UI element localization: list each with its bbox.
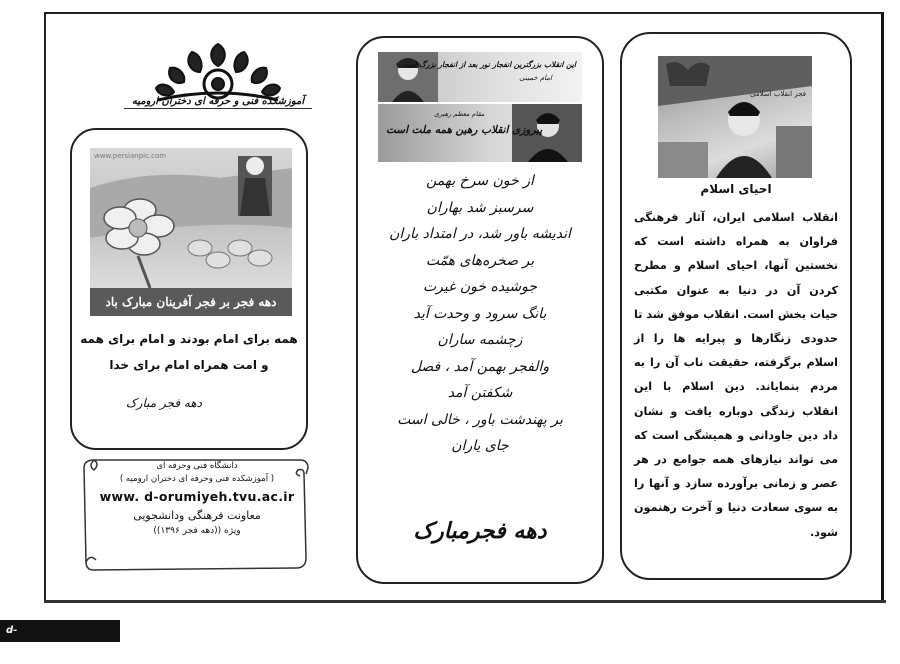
portrait-icon <box>658 56 812 178</box>
section-body: انقلاب اسلامی ایران، آثار فرهنگی فراوان به همراه داشته است که نخستین آنها، احیای اسلام و مطرح کردن آن در دنیا به عنوان مکتبی حیات بخش است. انقلاب موفق شد تا حدودی زنگارها و پیرایه ها را از اسلام برگرفته، حقیقت ناب آن را به مردم بنمایاند. دین اسلام با این انقلاب زندگی دوباره یافت و نشان داد دین جاودانی و همیشگی است که می تواند نیازهای همه جوامع در هر عصر و زمانی برآورده سازد و آنها را به سوی سعادت دنیا و آخرت رهنمون شود. <box>634 211 838 539</box>
leader-quote-banner <box>378 104 582 162</box>
poem-title: دهه فجرمبارک <box>413 518 547 544</box>
right-card <box>620 32 852 580</box>
contact-scroll <box>80 454 310 572</box>
poem-line: سرسبز شد بهاران <box>426 199 534 216</box>
poem-line: بانگ سرود و وحدت آید <box>413 305 547 322</box>
banner2-attribution: مقام معظم رهبری <box>434 110 485 118</box>
middle-card <box>356 36 604 584</box>
college-name: ( آموزشکده فنی وحرفه ای دختران ارومیه ) <box>119 474 275 484</box>
banner1-attribution: امام خمینی <box>519 74 552 82</box>
flower-illustration-icon <box>90 148 292 288</box>
poem-line: بر پهندشت باور ، خالی است <box>397 411 563 428</box>
caption-line-1: همه برای امام بودند و امام برای همه <box>80 332 298 346</box>
poem-line: والفجر بهمن آمد ، فصل <box>410 358 550 375</box>
scroll-text <box>98 460 296 538</box>
poem-line: اندیشه باور شد، در امتداد باران <box>389 226 571 242</box>
edition-note: ویژه ((دهه فجر ۱۳۹۶)) <box>153 526 241 536</box>
university-name: دانشگاه فنی وحرفه ای <box>156 461 238 471</box>
handwritten-signature: دهه فجر مبارک <box>125 396 202 410</box>
banner1-quote: این انقلاب بزرگترین انفجار نور بعد از انفجار بزرگ است <box>400 60 576 69</box>
poem-line: شکفتن آمد <box>447 385 513 401</box>
banner2-quote: پیروزی انقلاب رهین همه ملت است <box>386 124 543 136</box>
imam-flower-photo <box>90 148 292 316</box>
poem <box>364 168 596 460</box>
logo-caption: آموزشکده فنی و حرفه ای دختران ارومیه <box>118 96 318 107</box>
poem-line: جوشیده خون غیرت <box>422 279 538 295</box>
photo-caption: فجر انقلاب اسلامی <box>750 90 806 98</box>
poem-line: بر صخره‌های همّت <box>425 252 535 269</box>
section-heading: احیای اسلام <box>700 182 772 196</box>
sheet-bottom-border <box>44 600 886 603</box>
photo-watermark-url: www.persianpic.com <box>94 152 167 160</box>
caption-line-2: و امت همراه امام برای خدا <box>109 358 269 372</box>
poem-line: جای یاران <box>451 438 509 454</box>
website-url[interactable]: www. d-orumiyeh.tvu.ac.ir <box>99 489 295 504</box>
revolution-photo <box>658 56 812 178</box>
department-name: معاونت فرهنگی ودانشجویی <box>133 509 261 522</box>
left-caption <box>80 326 298 378</box>
footer-site-stamp: d-orumiyeh.nus.ac.ir <box>0 620 120 642</box>
photo-banner-text: دهه فجر بر فجر آفرینان مبارک باد <box>90 288 292 316</box>
poem-line: از خون سرخ بهمن <box>426 173 534 189</box>
imam-quote-banner <box>378 52 582 102</box>
left-card <box>70 128 308 450</box>
poem-line: زچشمه ساران <box>437 332 523 348</box>
